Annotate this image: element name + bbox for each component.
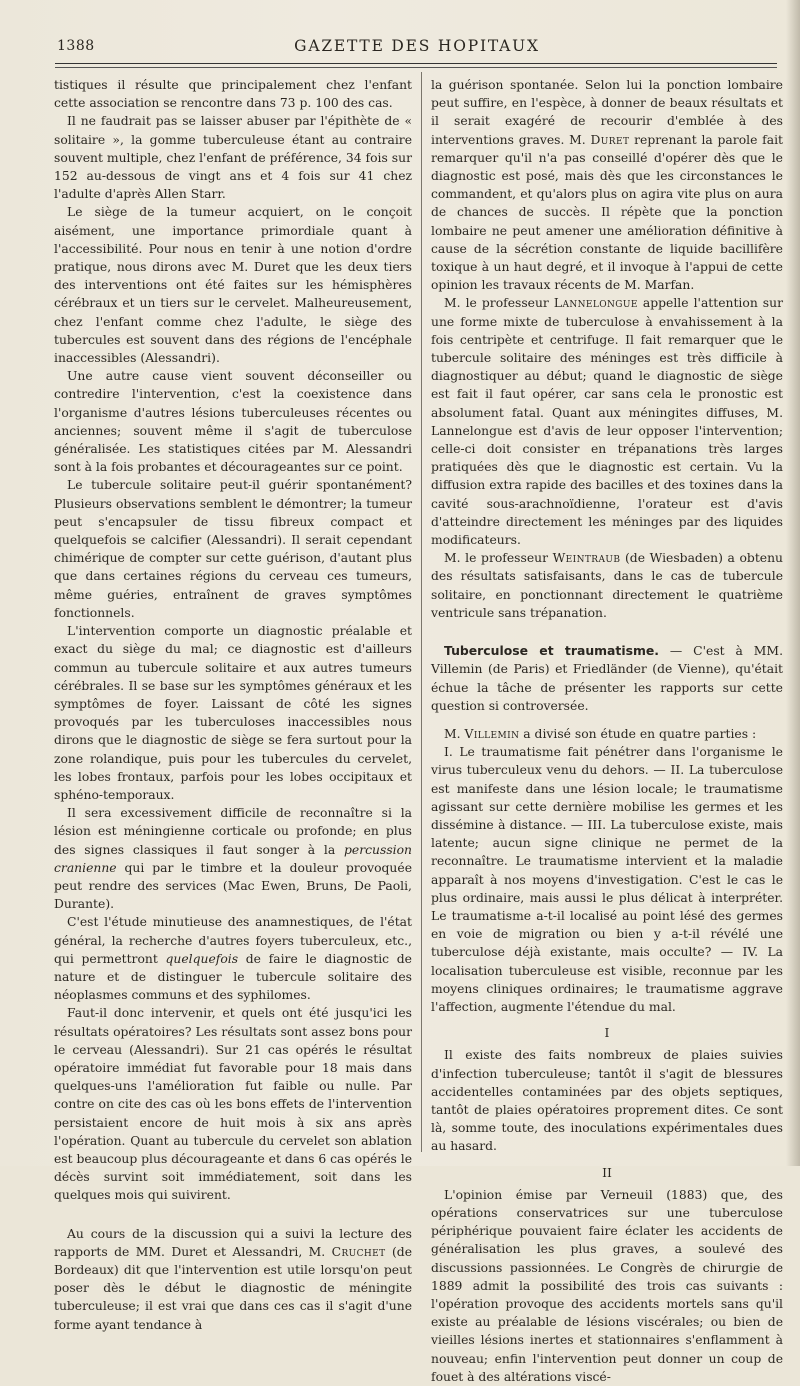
text-run: qui par le timbre et la douleur provoquée peut rendre des services (Mac Ewen, Bruns, De Paoli, Durante). [54,860,412,912]
page-number: 1388 [57,38,95,54]
paragraph [431,549,783,622]
section-number: I [604,1026,610,1041]
paragraph: L'opinion émise par Verneuil (1883) que, des opérations conservatrices sur une tuberculose périphérique pouvaient faire éclater les accidents de généralisation les plus graves, a soulevé des discussions passionnées. Le Congrès de chirurgie de 1889 admit la possibilité des trois cas suivants : l'opération provoque des accidents mortels sans qu'il existe au préalable de lésions viscérales; ou bien de vieilles lésions inertes et stationnaires s'enflamment à nouveau; enfin l'intervention peut donner un coup de fouet à des altérations viscé- [431,1187,783,1384]
column-divider [421,72,422,1152]
page-header [52,30,782,58]
paragraph: I. Le traumatisme fait pénétrer dans l'organisme le virus tuberculeux venu du dehors. — II. La tuberculose est manifeste dans une lésion locale; le traumatisme agissant sur cette dernière mobilise les germes et les dissémine à distance. — III. La tuberculose existe, mais latente; aucun signe clinique ne permet de la reconnaître. Le traumatisme intervient et la maladie apparaît à nos moyens d'investigation. C'est le cas le plus ordinaire, mais aussi le plus délicat à interpréter. Le traumatisme a-t-il localisé au point lésé des germes en voie de migration ou bien y a-t-il révélé une tuberculose déjà existante, mais occulte? — IV. La localisation tuberculeuse est visible, reconnue par les moyens cliniques ordinaires; le traumatisme aggrave l'affection, augmente l'étendue du mal. [431,745,783,1014]
spacer [431,622,783,642]
section-number: II [602,1165,612,1180]
author-name: Lannelongue [553,296,638,311]
paragraph: Le tubercule solitaire peut-il guérir spontanément? Plusieurs observations semblent le démontrer; la tumeur peut s'encapsuler de tissu fibreux compact et quelquefois se calcifier (Alessandri). Il serait cependant chimérique de compter sur cette guérison, d'autant plus que dans certaines régions du cerveau ces tumeurs, même guéries, entraînent de graves symptômes fonctionnels. [54,478,412,620]
section-title: Tuberculose et traumatisme. [444,643,659,659]
italic-term: quelquefois [165,951,239,966]
journal-title: GAZETTE DES HOPITAUX [294,37,540,55]
text-run: a divisé son étude en quatre parties : [519,726,757,741]
paragraph: Faut-il donc intervenir, et quels ont été jusqu'ici les résultats opératoires? Les résultats sont assez bons pour le cerveau (Alessandri). Sur 21 cas opérés le résultat opératoire immédiat fut favorable pour 18 mais dans quelques-uns l'amélioration fut faible ou nulle. Par contre on cite des cas où les bons effets de l'intervention persistaient encore de huit mois à six ans après l'opération. Quant au tubercule du cervelet son ablation est beaucoup plus décourageante et dans 6 cas opérés le décès survint soit immédiatement, soit dans les quelques mois qui suivirent. [54,1006,413,1203]
text-run: la guérison spontanée. Selon lui la ponction lombaire peut suffire, en l'espèce, à donner de beaux résultats et il serait exagéré de recourir d'emblée à des interventions graves. M. [431,78,783,147]
text-run: Il sera excessivement difficile de reconnaître si la lésion est méningienne corticale ou profonde; en plus des signes classiques il faut songer à la [54,806,412,857]
paragraph: Le siège de la tumeur acquiert, on le conçoit aisément, une importance primordiale quant à l'accessibilité. Pour nous en tenir à une notion d'ordre pratique, nous dirons avec M. Duret que les deux tiers des interventions ont été faites sur les hémisphères cérébraux et un tiers sur le cervelet. Malheureusement, chez l'enfant comme chez l'adulte, le siège des tubercules est souvent dans des régions de l'encéphale inaccessibles (Alessandri). [54,205,412,366]
paragraph: tistiques il résulte que principalement chez l'enfant cette association se rencontre dans 73 p. 100 des cas. [54,78,412,111]
text-run: appelle l'attention sur une forme mixte de tuberculose à envahissement à la fois centripète et centrifuge. Il fait remarquer que le tubercule solitaire des méninges est très difficile à diagnostiquer au début; quand le diagnostic de siège est fait il faut opérer, car sans cela le pronostic est absolument fatal. Quant aux méningites diffuses, M. Lannelongue est d'avis de leur opposer l'intervention; celle-ci doit consister en trépanations très larges pratiquées dès que le diagnostic est certain. Vu la diffusion extra rapide des bacilles et des toxines dans la cavité sous-arachnoïdienne, l'orateur est d'avis d'atteindre directement les méninges par des liquides modificateurs. [431,296,783,548]
right-column [431,76,783,1386]
author-name: Cruchet [331,1244,386,1259]
paragraph [54,804,412,913]
spacer [54,1205,412,1225]
paragraph [431,76,783,294]
author-name: Duret [590,132,630,147]
text-run: (de Wiesbaden) a obtenu des résultats satisfaisants, dans le cas de tubercule solitaire, en ponctionnant directement le quatrième ventricule sans trépanation. [431,551,783,620]
text-run: de faire le diagnostic de nature et de distinguer le tubercule solitaire des néoplasmes communs et des syphilomes. [54,951,412,1003]
paragraph [431,294,783,549]
header-rule-double [55,67,777,68]
text-run: C'est l'étude minutieuse des anamnestiques, de l'état général, la recherche d'autres foyers tuberculeux, etc., qui permettront [54,915,412,966]
left-column [54,76,412,1334]
page-edge-shadow [786,0,800,1166]
text-run: — C'est à MM. Villemin (de Paris) et Friedländer (de Vienne), qu'était échue la tâche de présenter les rapports sur cette question si controversée. [431,644,783,713]
paragraph [431,642,783,715]
paragraph [54,913,412,1004]
paragraph [431,725,783,743]
author-name: Villemin [464,726,520,741]
author-name: Weintraub [552,551,621,566]
paragraph: Il existe des faits nombreux de plaies suivies d'infection tuberculeuse; tantôt il s'agit de blessures accidentelles contaminées par des objets septiques, tantôt de plaies opératoires proprement dites. Ce sont là, somme toute, des inoculations expérimentales dues au hasard. [431,1048,783,1154]
text-run: (de Bordeaux) dit que l'intervention est utile lorsqu'on peut poser dès le début le diagnostic de méningite tuberculeuse; il est vrai que dans ces cas il s'agit d'une forme ayant tendance à [54,1244,412,1332]
paragraph: Une autre cause vient souvent déconseiller ou contredire l'intervention, c'est la coexistence dans l'organisme d'autres lésions tuberculeuses récentes ou anciennes; souvent même il s'agit de tuberculose généralisée. Les statistiques citées par M. Alessandri sont à la fois probantes et décourageantes sur ce point. [54,369,412,475]
paragraph: Il ne faudrait pas se laisser abuser par l'épithète de « solitaire », la gomme tuberculeuse étant au contraire souvent multiple, chez l'enfant de préférence, 34 fois sur 152 au-dessous de vingt ans et 4 fois sur 41 chez l'adulte d'après Allen Starr. [54,114,412,202]
text-run: reprenant la parole fait remarquer qu'il n'a pas conseillé d'opérer dès que le diagnostic est posé, mais dès que les circonstances le commandent, et qu'alors plus on agira vite plus on aura de chances de succès. Il répète que la ponction lombaire ne peut amener une amélioration définitive à cause de la sécrétion constante de liquide bacillifère toxique à un haut degré, et il invoque à l'appui de cette opinion les travaux récents de M. Marfan. [431,132,783,293]
header-rule [55,63,777,64]
text-run: M. [444,726,465,741]
paragraph [54,1225,412,1334]
spacer [431,715,783,725]
text-run: M. le professeur [444,296,554,311]
paragraph: L'intervention comporte un diagnostic préalable et exact du siège du mal; ce diagnostic est d'ailleurs commun au tubercule solitaire et aux autres tumeurs cérébrales. Il se base sur les symptômes généraux et les symptômes de foyer. Laissant de côté les signes provoqués par les tuberculoses inaccessibles nous dirons que le diagnostic de siège se fera surtout pour la zone rolandique, puis pour les tubercules du cervelet, les lobes frontaux, parfois pour les lobes occipitaux et sphéno-temporaux. [54,624,412,802]
text-run: Au cours de la discussion qui a suivi la lecture des rapports de MM. Duret et Alessandri, M. [54,1226,412,1259]
italic-term: percussion cranienne [54,842,412,875]
text-run: M. le professeur [444,551,553,566]
